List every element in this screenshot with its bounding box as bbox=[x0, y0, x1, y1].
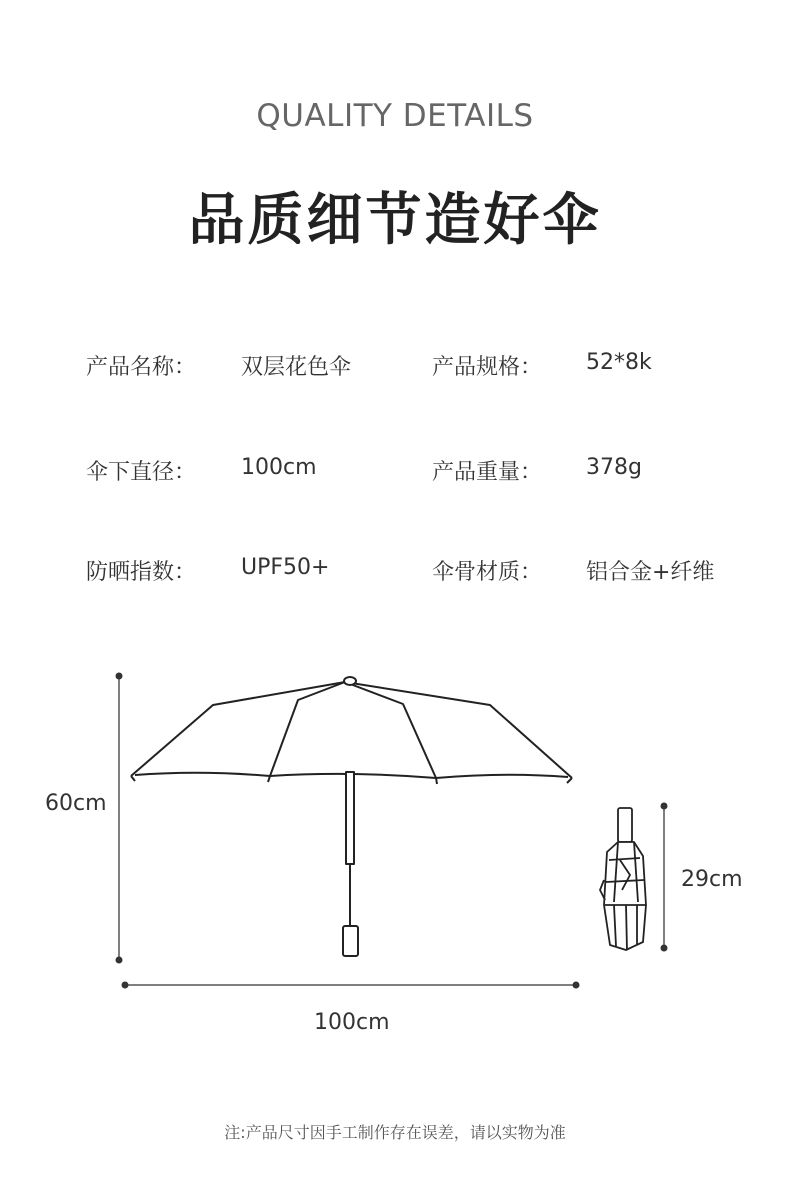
folded-umbrella-drawing bbox=[600, 808, 646, 950]
open-width-dimension-line bbox=[122, 982, 580, 989]
spec-label-product-name: 产品名称： bbox=[86, 355, 197, 380]
spec-label-diameter: 伞下直径： bbox=[86, 460, 197, 485]
spec-label-weight: 产品重量： bbox=[432, 460, 543, 485]
section-title: 品质细节造好伞 bbox=[188, 188, 602, 253]
spec-label-uv-index: 防晒指数： bbox=[86, 560, 197, 585]
open-height-dimension-line bbox=[116, 673, 123, 964]
section-subtitle: QUALITY DETAILS bbox=[256, 98, 534, 134]
spec-value-uv-index: UPF50+ bbox=[241, 555, 330, 580]
open-height-label: 60cm bbox=[45, 791, 107, 816]
spec-value-diameter: 100cm bbox=[241, 455, 317, 480]
spec-value-rib-material: 铝合金+纤维 bbox=[586, 560, 715, 585]
folded-height-dimension-line bbox=[661, 803, 668, 952]
folded-height-label: 29cm bbox=[681, 867, 743, 892]
spec-label-product-spec: 产品规格： bbox=[432, 355, 543, 380]
open-umbrella-drawing bbox=[131, 677, 572, 956]
spec-label-rib-material: 伞骨材质： bbox=[432, 560, 543, 585]
spec-value-product-name: 双层花色伞 bbox=[241, 355, 352, 380]
spec-value-weight: 378g bbox=[586, 455, 642, 480]
disclaimer-note: 注:产品尺寸因手工制作存在误差，请以实物为准 bbox=[224, 1123, 566, 1142]
spec-value-product-spec: 52*8k bbox=[586, 350, 652, 375]
open-width-label: 100cm bbox=[314, 1010, 390, 1035]
